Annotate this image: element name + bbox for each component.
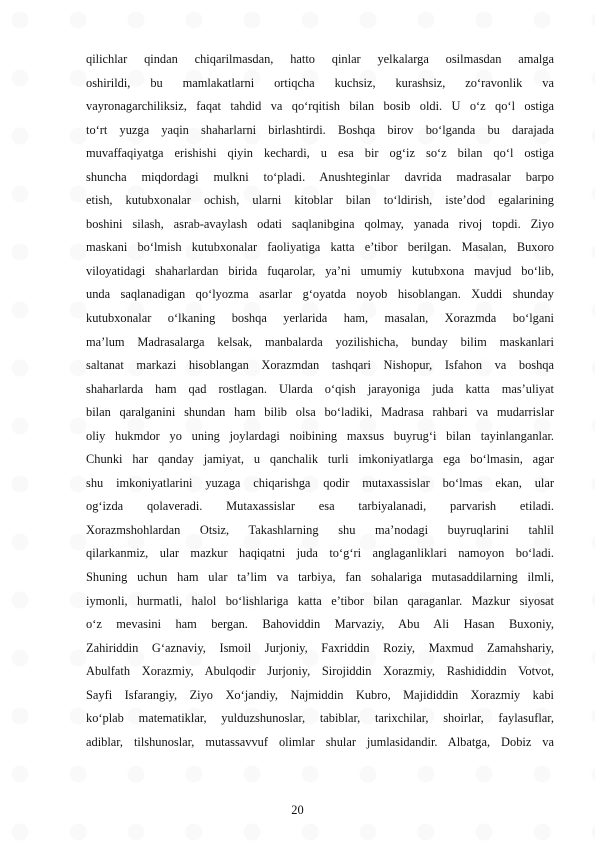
text-line: to‘rt yuzga yaqin shaharlarni birlashtirdi. Boshqa birov bo‘lganda bu darajada (86, 122, 554, 137)
text-line: oshirildi, bu mamlakatlarni ortiqcha kuchsiz, kurashsiz, zo‘ravonlik va (86, 75, 554, 90)
text-line: Shuning uchun ham ular ta’lim va tarbiya, fan sohalariga mutasaddilarning ilmli, (86, 570, 554, 585)
text-line: kutubxonalar o‘lkaning boshqa yerlarida ham, masalan, Xorazmda bo‘lgani (86, 311, 554, 326)
text-line: viloyatidagi shaharlardan birida fuqarolar, ya’ni umumiy kutubxona mavjud bo‘lib, (86, 263, 554, 278)
text-line: Chunki har qanday jamiyat, u qanchalik turli imkoniyatlarga ega bo‘lmasin, agar (86, 452, 554, 467)
text-line: og‘izda qolaveradi. Mutaxassislar esa tarbiyalanadi, parvarish etiladi. (86, 499, 554, 514)
text-line: oliy hukmdor yo uning joylardagi noibining maxsus buyrug‘i bilan tayinlanganlar. (86, 428, 554, 443)
text-line: Sayfi Isfarangiy, Ziyo Xo‘jandiy, Najmiddin Kubro, Majididdin Xorazmiy kabi (86, 687, 554, 702)
text-line: qilichlar qindan chiqarilmasdan, hatto qinlar yelkalarga osilmasdan amalga (86, 52, 554, 66)
text-line: ma’lum Madrasalarga kelsak, manbalarda yozilishicha, bunday bilim maskanlari (86, 334, 554, 349)
text-line: saltanat markazi hisoblangan Xorazmdan tashqari Nishopur, Isfahon va boshqa (86, 358, 554, 373)
text-line: vayronagarchiliksiz, faqat tahdid va qo‘rqitish bilan bosib oldi. U o‘z qo‘l ostiga (86, 99, 554, 114)
text-line: adiblar, tilshunoslar, mutassavvuf olimlar shular jumlasidandir. Albatga, Dobiz va (86, 734, 554, 749)
text-line: unda saqlanadigan qo‘lyozma asarlar g‘oyatda noyob hisoblangan. Xuddi shunday (86, 287, 554, 302)
text-line: qilarkanmiz, ular mazkur haqiqatni juda to‘g‘ri anglaganliklari namoyon bo‘ladi. (86, 546, 554, 561)
text-line: shu imkoniyatlarini yuzaga chiqarishga qodir mutaxassislar bo‘lmas ekan, ular (86, 475, 554, 490)
text-line: o‘z mevasini ham bergan. Bahoviddin Marvaziy, Abu Ali Hasan Buxoniy, (86, 617, 554, 632)
text-line: ko‘plab matematiklar, yulduzshunoslar, tabiblar, tarixchilar, shoirlar, faylasuflar, (86, 711, 554, 726)
text-line: muvaffaqiyatga erishishi qiyin kechardi, u esa bir og‘iz so‘z bilan qo‘l ostiga (86, 146, 554, 161)
text-line: boshini silash, asrab-avaylash odati saqlanibgina qolmay, yanada rivoj topdi. Ziyo (86, 216, 554, 231)
page-number: 20 (291, 803, 304, 817)
text-line: etish, kutubxonalar ochish, ularni kitoblar bilan to‘ldirish, iste’dod egalarining (86, 193, 554, 208)
text-line: bilan qaralganini shundan ham bilib olsa bo‘ladiki, Madrasa rahbari va mudarrislar (86, 405, 554, 420)
text-line: Abulfath Xorazmiy, Abulqodir Jurjoniy, Sirojiddin Xorazmiy, Rashididdin Votvot, (86, 664, 554, 679)
text-line: Xorazmshohlardan Otsiz, Takashlarning shu ma’nodagi buyruqlarini tahlil (86, 522, 554, 537)
text-line: iymonli, hurmatli, halol bo‘lishlariga katta e’tibor bilan qaraganlar. Mazkur siyosat (86, 593, 554, 608)
body-text (86, 48, 554, 754)
text-line: maskani bo‘lmish kutubxonalar faoliyatiga katta e’tibor berilgan. Masalan, Buxoro (86, 240, 554, 255)
text-line: Zahiriddin G‘aznaviy, Ismoil Jurjoniy, Faxriddin Roziy, Maxmud Zamahshariy, (86, 640, 554, 655)
text-line: shaharlarda ham qad rostlagan. Ularda o‘qish jarayoniga juda katta mas’uliyat (86, 381, 554, 396)
text-line: shuncha miqdordagi mulkni to‘pladi. Anushteginlar davrida madrasalar barpo (86, 169, 554, 184)
